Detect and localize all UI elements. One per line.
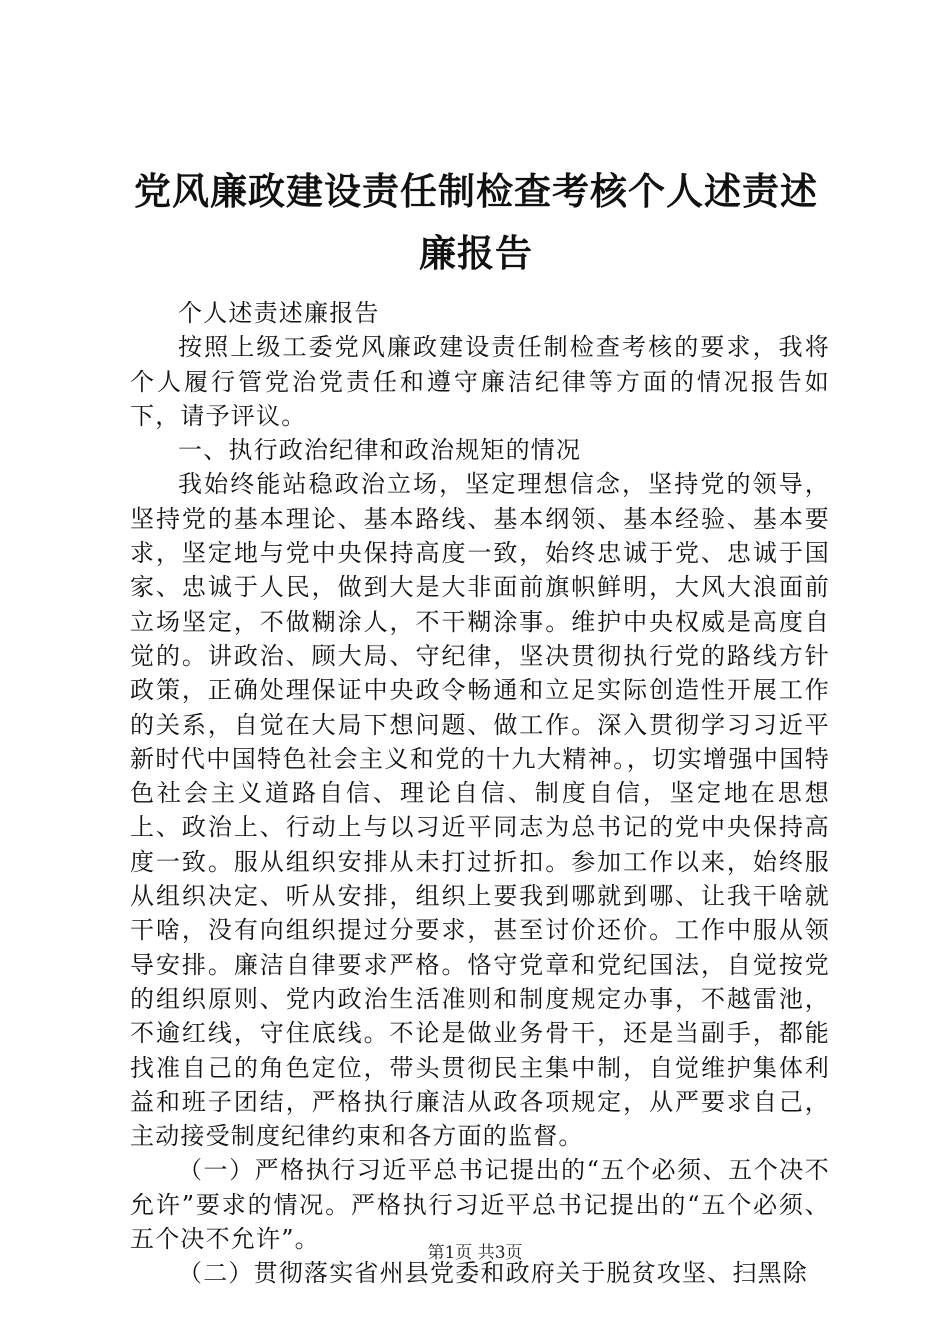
paragraph-report-heading: 个人述责述廉报告	[178, 299, 380, 327]
paragraph-intro: 按照上级工委党风廉政建设责任制检查考核的要求，我将个人履行管党治党责任和遵守廉洁纪律等方面的情况报告如下，请予评议。	[130, 333, 830, 430]
paragraph-political-discipline: 我始终能站稳政治立场，坚定理想信念，坚持党的领导，坚持党的基本理论、基本路线、基本纲领、基本经验、基本要求，坚定地与党中央保持高度一致，始终忠诚于党、忠诚于国家、忠诚于人民，做到大是大非面前旗帜鲜明，大风大浪面前立场坚定，不做糊涂人，不干糊涂事。维护中央权威是高度自觉的。讲政治、顾大局、守纪律，坚决贯彻执行党的路线方针政策，正确处理保证中央政令畅通和立足实际创造性开展工作的关系，自觉在大局下想问题、做工作。深入贯彻学习习近平新时代中国特色社会主义和党的十九大精神。，切实增强中国特色社会主义道路自信、理论自信、制度自信，坚定地在思想上、政治上、行动上与以习近平同志为总书记的党中央保持高度一致。服从组织安排从未打过折扣。参加工作以来，始终服从组织决定、听从安排，组织上要我到哪就到哪、让我干啥就干啥，没有向组织提过分要求，甚至讨价还价。工作中服从领导安排。廉洁自律要求严格。恪守党章和党纪国法，自觉按党的组织原则、党内政治生活准则和制度规定办事，不越雷池，不逾红线，守住底线。不论是做业务骨干，还是当副手，都能找准自己的角色定位，带头贯彻民主集中制，自觉维护集体利益和班子团结，严格执行廉洁从政各项规定，从严要求自己，主动接受制度纪律约束和各方面的监督。	[130, 470, 830, 1151]
page-number: 第1页 共3页	[427, 1243, 523, 1263]
document-body	[130, 296, 830, 1291]
document-title: 党风廉政建设责任制检查考核个人述责述廉报告	[134, 169, 818, 275]
section-heading-1: 一、执行政治纪律和政治规矩的情况	[178, 436, 582, 465]
subsection-1: （一）严格执行习近平总书记提出的“五个必须、五个决不允许”要求的情况。严格执行习近平总书记提出的“五个必须、五个决不允许”。	[130, 1156, 830, 1254]
subsection-2: （二）贯彻落实省州县党委和政府关于脱贫攻坚、扫黑除	[178, 1259, 808, 1288]
